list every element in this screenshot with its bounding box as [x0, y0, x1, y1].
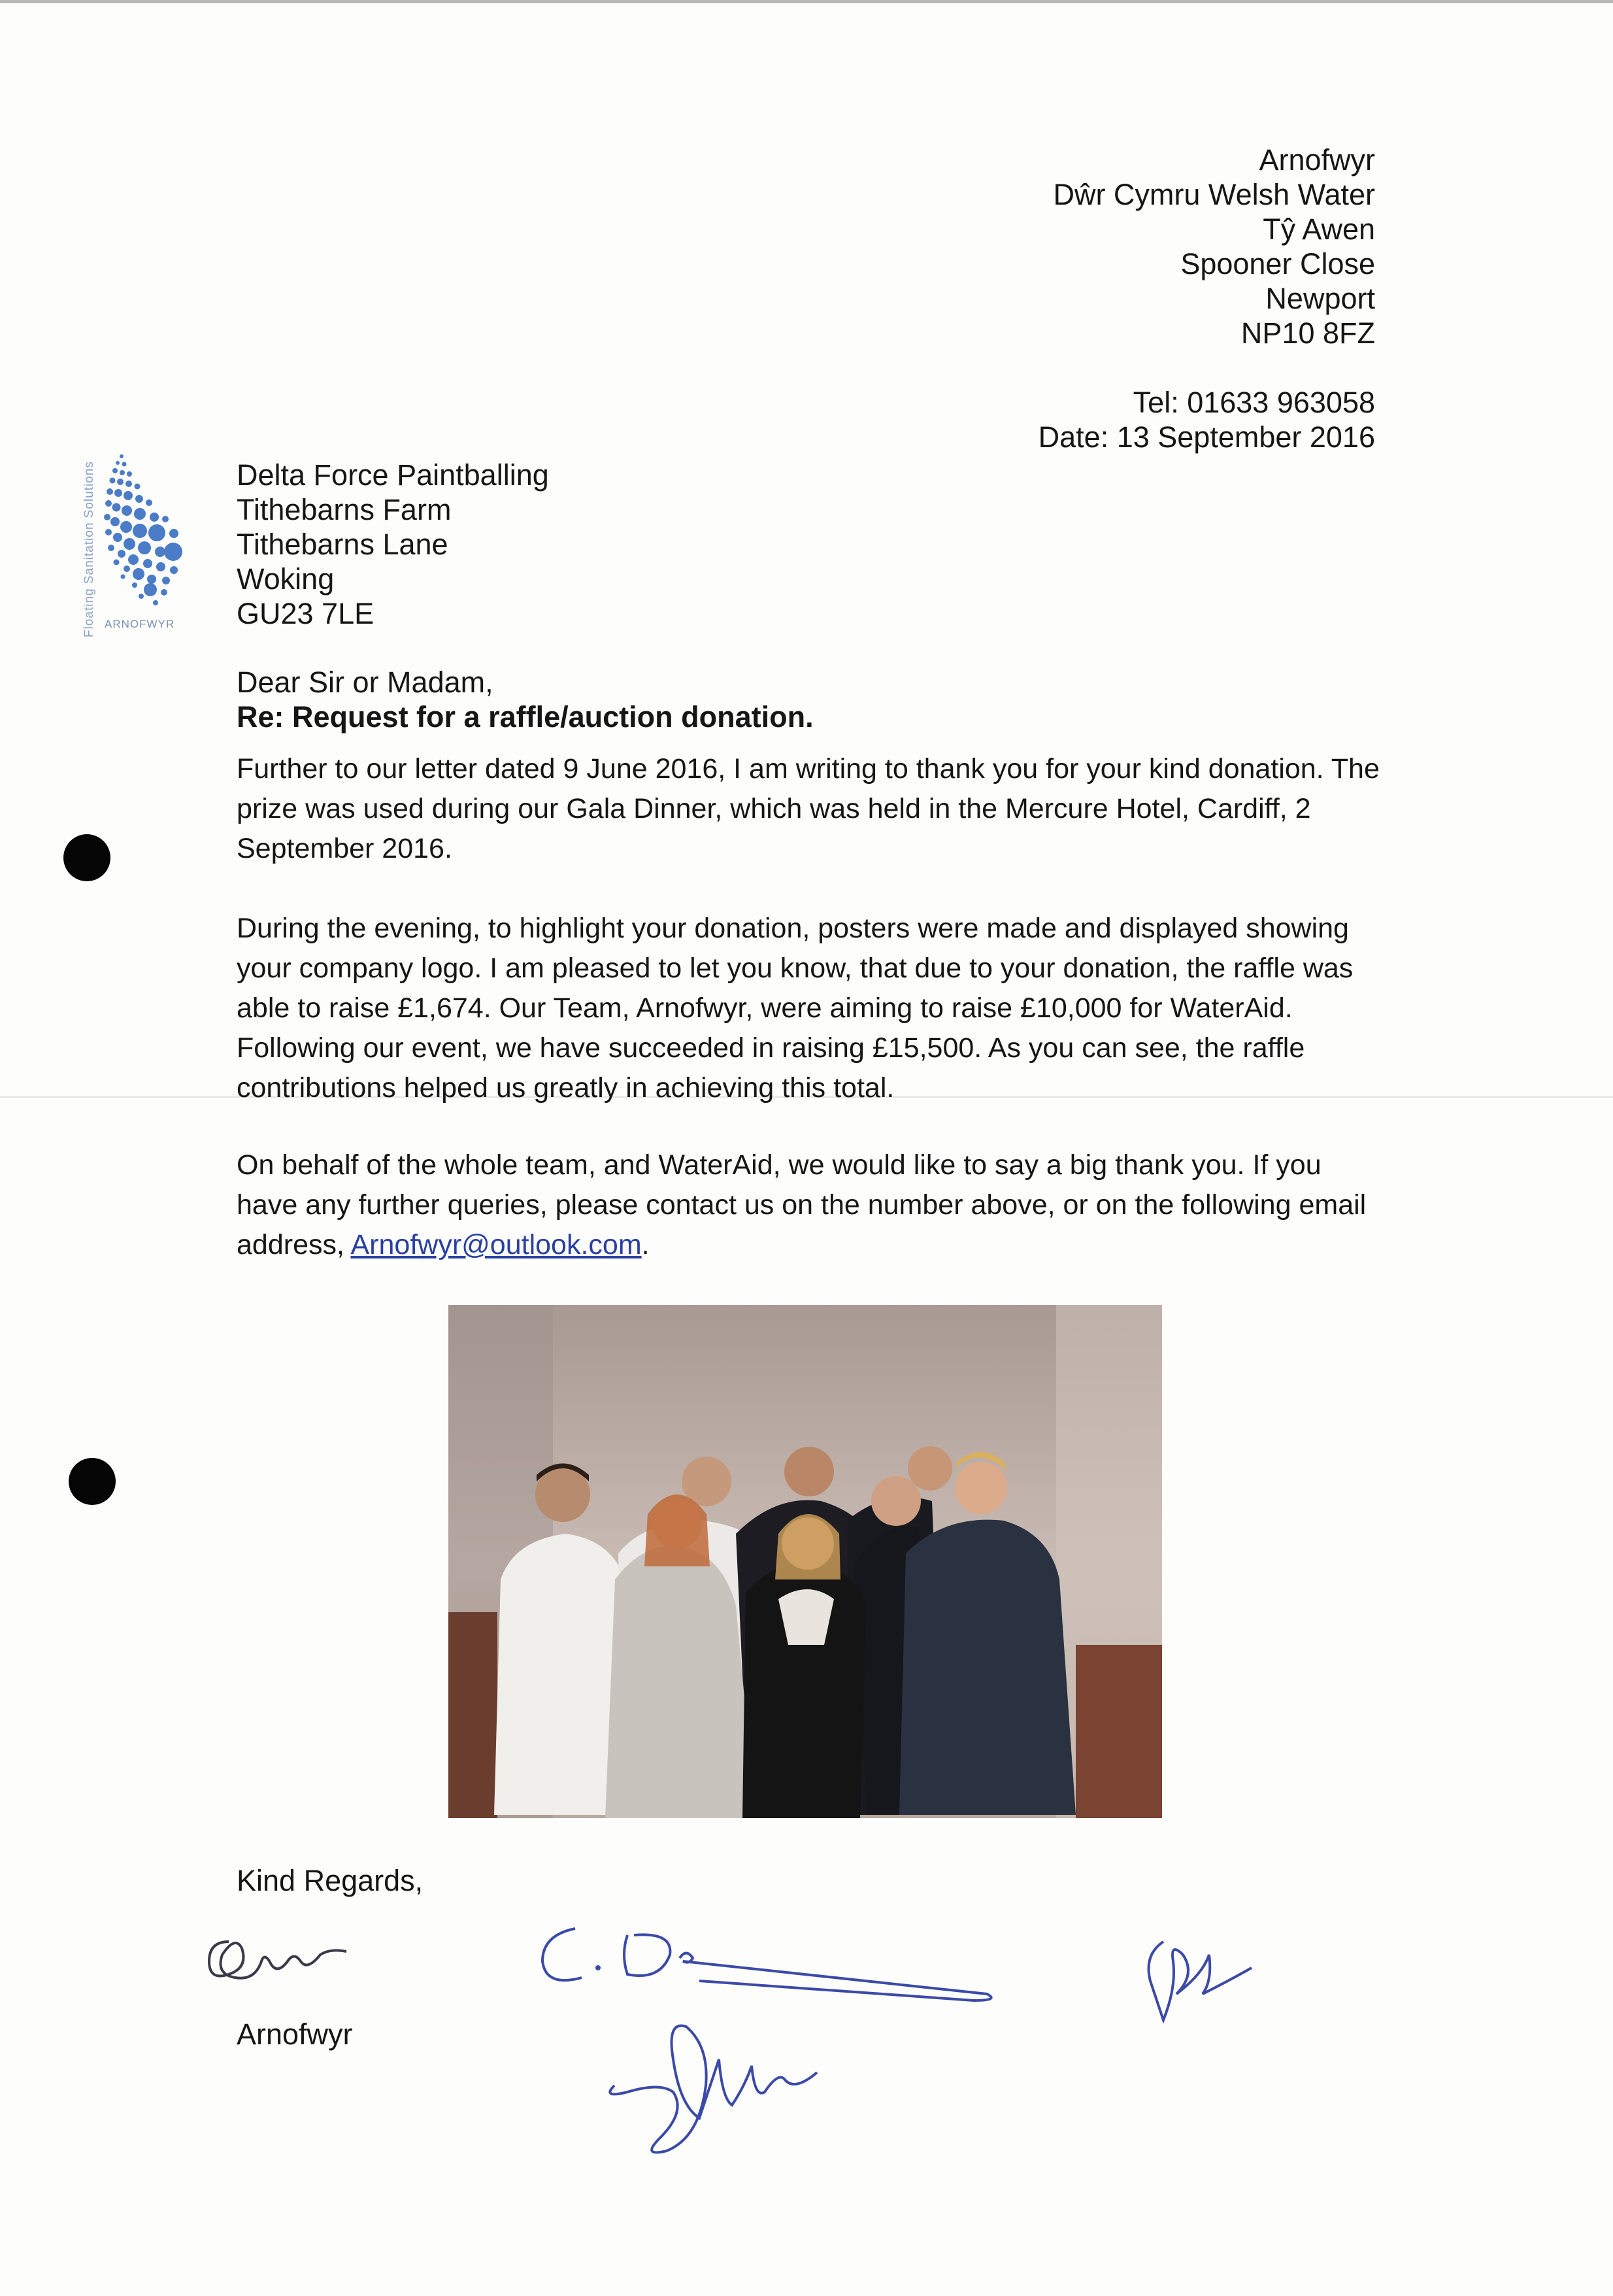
- body-paragraph: During the evening, to highlight your donation, posters were made and displayed showing your company logo. I am pleased to let you know, that due to your donation, the raffle was able to raise £1,674. Our Team, Arnofwyr, were aiming to raise £10,000 for WaterAid. Following our event, we have succeeded in raising £15,500. As you can see, the raffle contributions helped us greatly in achieving this total.: [237, 913, 1354, 1104]
- signoff-name: Arnofwyr: [237, 2017, 353, 2051]
- closing: Kind Regards,: [237, 1864, 424, 1897]
- sender-address-line: Spooner Close: [1180, 247, 1375, 280]
- sender-postcode: NP10 8FZ: [1240, 316, 1375, 350]
- team-photo: [448, 1305, 1162, 1818]
- sender-organisation: Dŵr Cymru Welsh Water: [1053, 178, 1375, 211]
- subject-line: Re: Request for a raffle/auction donation.: [237, 700, 814, 734]
- signature: [1137, 1929, 1255, 2040]
- signature: [529, 1916, 1013, 2014]
- recipient-postcode: GU23 7LE: [237, 597, 374, 630]
- signature: [190, 1916, 359, 2007]
- recipient-name: Delta Force Paintballing: [237, 458, 549, 492]
- body-text: .: [641, 1229, 650, 1260]
- body-paragraph: [237, 1145, 1387, 1265]
- recipient-address-line: Tithebarns Farm: [237, 493, 452, 526]
- punch-hole: [63, 834, 110, 881]
- sender-telephone: Tel: 01633 963058: [1133, 386, 1375, 419]
- body-paragraph: Further to our letter dated 9 June 2016, I am writing to thank you for your kind donation. The prize was used during our Gala Dinner, which was held in the Mercure Hotel, Cardiff, 2 September 2016.: [237, 753, 1380, 864]
- recipient-town: Woking: [237, 562, 335, 596]
- recipient-address: [237, 458, 549, 631]
- page-top-edge: [0, 0, 1613, 3]
- email-link[interactable]: Arnofwyr@outlook.com: [350, 1229, 642, 1260]
- signature: [601, 2007, 837, 2164]
- logo-tagline: Floating Sanitation Solutions: [82, 461, 96, 637]
- sender-address: [787, 143, 1375, 454]
- letter-date: Date: 13 September 2016: [1038, 420, 1375, 454]
- sender-town: Newport: [1265, 282, 1375, 315]
- salutation: Dear Sir or Madam,: [237, 666, 493, 699]
- sender-address-line: Tŷ Awen: [1263, 212, 1375, 246]
- recipient-address-line: Tithebarns Lane: [237, 528, 448, 561]
- body-text: On behalf of the whole team, and WaterAid, we would like to say a big thank you. If you have any further queries, please contact us on the number above, or on the following email address,: [237, 1149, 1367, 1260]
- logo-wordmark: ARNOFWYR: [105, 618, 175, 630]
- punch-hole: [69, 1458, 116, 1505]
- sender-name: Arnofwyr: [1259, 143, 1375, 177]
